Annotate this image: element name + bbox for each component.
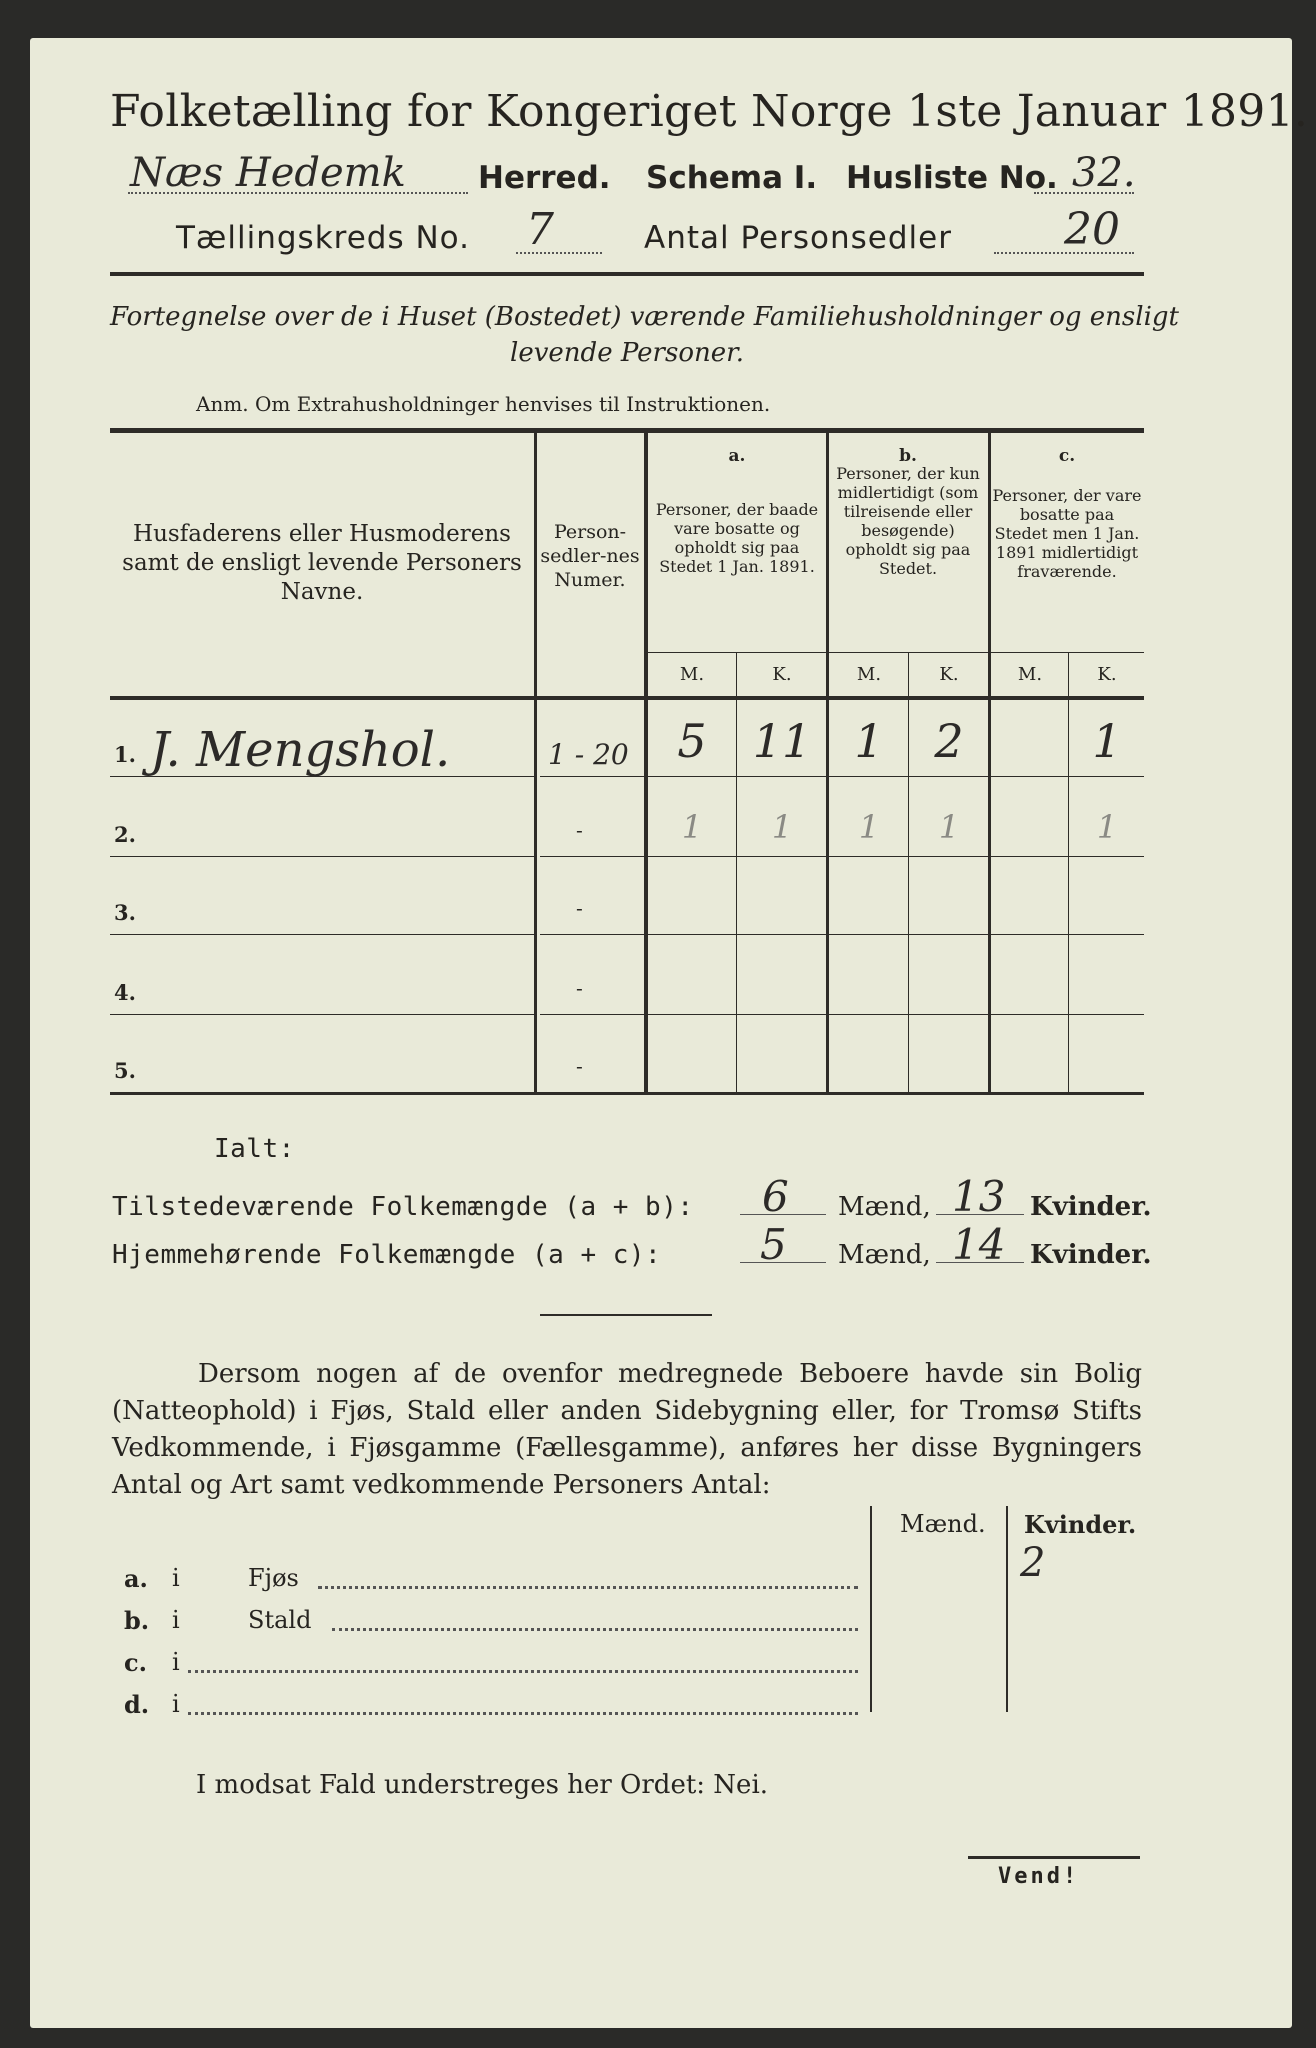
col-c-k: K. (1097, 664, 1117, 685)
tilstede-maend-word: Mænd, (838, 1192, 931, 1222)
col-a-m: M. (679, 664, 705, 685)
herred-dotted-line (128, 192, 468, 194)
header-rule (110, 272, 1144, 276)
building-row-a-letter: a. (124, 1564, 148, 1593)
row-1-a-m: 5 (677, 714, 707, 768)
col-divider-b (988, 433, 991, 1092)
herred-handwritten: Næs Hedemk (130, 150, 406, 196)
vend-label: Vend! (998, 1864, 1080, 1889)
col-divider-a (826, 433, 829, 1092)
building-row-b-dots (332, 1628, 858, 1631)
row-2-c-k: 1 (1096, 808, 1118, 846)
row-4-rule-right (540, 1014, 1144, 1015)
building-row-c-dots (188, 1670, 858, 1673)
row-2-numer: - (576, 818, 583, 842)
row-1-name: J. Mengshol. (150, 722, 451, 778)
row-2-rule-right (540, 856, 1144, 857)
col-a-k: K. (772, 664, 792, 685)
row-1-number: 1. (114, 742, 136, 767)
row-1-a-k: 11 (752, 714, 812, 768)
tilstede-label: Tilstedeværende Folkemængde (a + b): (112, 1192, 694, 1222)
col-divider-b-mk (908, 652, 909, 1092)
row-5-number: 5. (114, 1058, 136, 1083)
col-b-k: K. (939, 664, 959, 685)
row-1-c-k: 1 (1092, 714, 1122, 768)
husliste-value: 32. (1072, 150, 1136, 196)
buildings-col-kvinder: Kvinder. (1024, 1510, 1137, 1539)
col-numer-header: Person-sedler-nes Numer. (540, 521, 640, 591)
building-row-b-prefix: i (172, 1606, 180, 1634)
building-row-a-label: Fjøs (248, 1564, 299, 1592)
buildings-col-divider-1 (870, 1506, 872, 1712)
building-row-d-prefix: i (172, 1690, 180, 1718)
row-1-rule-right (540, 776, 1144, 777)
row-2-number: 2. (114, 822, 136, 847)
row-3-numer: - (576, 896, 583, 920)
tilstede-kvinder-word: Kvinder. (1030, 1192, 1152, 1222)
hjemme-maend-word: Mænd, (838, 1240, 931, 1270)
hjemme-kvinder-value: 14 (952, 1220, 1006, 1269)
col-c-header: Personer, der vare bosatte paa Stedet men 1 Jan. 1891 midlertidigt fraværende. (992, 486, 1142, 581)
schema-label: Schema I. (646, 160, 818, 196)
row-1-b-k: 2 (934, 714, 964, 768)
buildings-col-maend: Mænd. (900, 1510, 986, 1538)
tilstede-maend-value: 6 (762, 1172, 789, 1221)
col-divider-names (534, 433, 537, 1092)
antal-value: 20 (1064, 204, 1120, 255)
building-row-c-letter: c. (124, 1648, 147, 1677)
row-2-b-m: 1 (858, 808, 880, 846)
nei-line: I modsat Fald understreges her Ordet: Nei. (196, 1770, 769, 1800)
col-divider-a-mk (736, 652, 737, 1092)
row-2-rule (110, 856, 534, 857)
building-row-b-letter: b. (124, 1606, 150, 1635)
col-a-header: Personer, der baade vare bosatte og opholdt sig paa Stedet 1 Jan. 1891. (655, 500, 819, 576)
ialt-label: Ialt: (214, 1134, 295, 1164)
husliste-label: Husliste No. (846, 160, 1058, 196)
row-4-number: 4. (114, 980, 136, 1005)
hjemme-maend-value: 5 (760, 1220, 787, 1269)
building-row-a-dots (318, 1586, 858, 1589)
census-form-sheet (30, 38, 1292, 2028)
buildings-paragraph: Dersom nogen af de ovenfor medregnede Beboere havde sin Bolig (Natteophold) i Fjøs, Stald eller anden Sidebygning eller, for Tromsø Stifts Vedkommende, i Fjøsgamme (Fællesgamme), anføres her disse Bygningers Antal og Art samt vedkommende Personers Antal: (112, 1359, 1142, 1500)
col-names-header: Husfaderens eller Husmoderens samt de ensligt levende Personers Navne. (122, 521, 522, 605)
row-2-a-k: 1 (771, 808, 793, 846)
subtitle-line1: Fortegnelse over de i Huset (Bostedet) værende Familiehusholdninger og ensligt (110, 302, 1179, 332)
tilstede-kvinder-value: 13 (952, 1172, 1006, 1221)
form-title: Folketælling for Kongeriget Norge 1ste Januar 1891. (110, 86, 1309, 137)
row-2-b-k: 1 (938, 808, 960, 846)
row-3-number: 3. (114, 900, 136, 925)
row-2-a-m: 1 (681, 808, 703, 846)
row-4-numer: - (576, 976, 583, 1000)
col-divider-c-mk (1068, 652, 1069, 1092)
mk-sub-rule (646, 652, 1144, 653)
col-b-m: M. (856, 664, 882, 685)
col-c-m: M. (1017, 664, 1043, 685)
col-a-letter: a. (728, 446, 746, 466)
kreds-dotted-line (516, 252, 602, 254)
subtitle-line2: levende Personer. (510, 338, 744, 368)
vend-rule (968, 1856, 1140, 1859)
row-1-b-m: 1 (854, 714, 884, 768)
kreds-label: Tællingskreds No. (176, 220, 470, 256)
row-1-numer: 1 - 20 (548, 738, 629, 771)
hjemme-label: Hjemmehørende Folkemængde (a + c): (112, 1240, 662, 1270)
row-4-rule (110, 1014, 534, 1015)
herred-label: Herred. (478, 160, 611, 196)
kreds-value: 7 (526, 204, 554, 255)
section-separator (540, 1314, 712, 1316)
building-row-d-letter: d. (124, 1690, 150, 1719)
antal-label: Antal Personsedler (644, 220, 952, 256)
building-row-d-dots (188, 1712, 858, 1715)
building-row-b-label: Stald (248, 1606, 312, 1634)
hjemme-kvinder-word: Kvinder. (1030, 1240, 1152, 1270)
col-b-letter: b. (899, 446, 917, 466)
anm-note: Anm. Om Extrahusholdninger henvises til Instruktionen. (196, 392, 771, 416)
building-row-c-prefix: i (172, 1648, 180, 1676)
table-bottom-rule (110, 1092, 1144, 1095)
building-row-a-prefix: i (172, 1564, 180, 1592)
row-3-rule (110, 934, 534, 935)
col-c-letter: c. (1058, 446, 1076, 466)
buildings-col-divider-2 (1006, 1506, 1008, 1712)
row-3-rule-right (540, 934, 1144, 935)
col-b-header: Personer, der kun midlertidigt (som tilreisende eller besøgende) opholdt sig paa Stedet. (836, 464, 980, 578)
buildings-kvinder-value: 2 (1020, 1540, 1046, 1586)
row-5-numer: - (576, 1054, 583, 1078)
